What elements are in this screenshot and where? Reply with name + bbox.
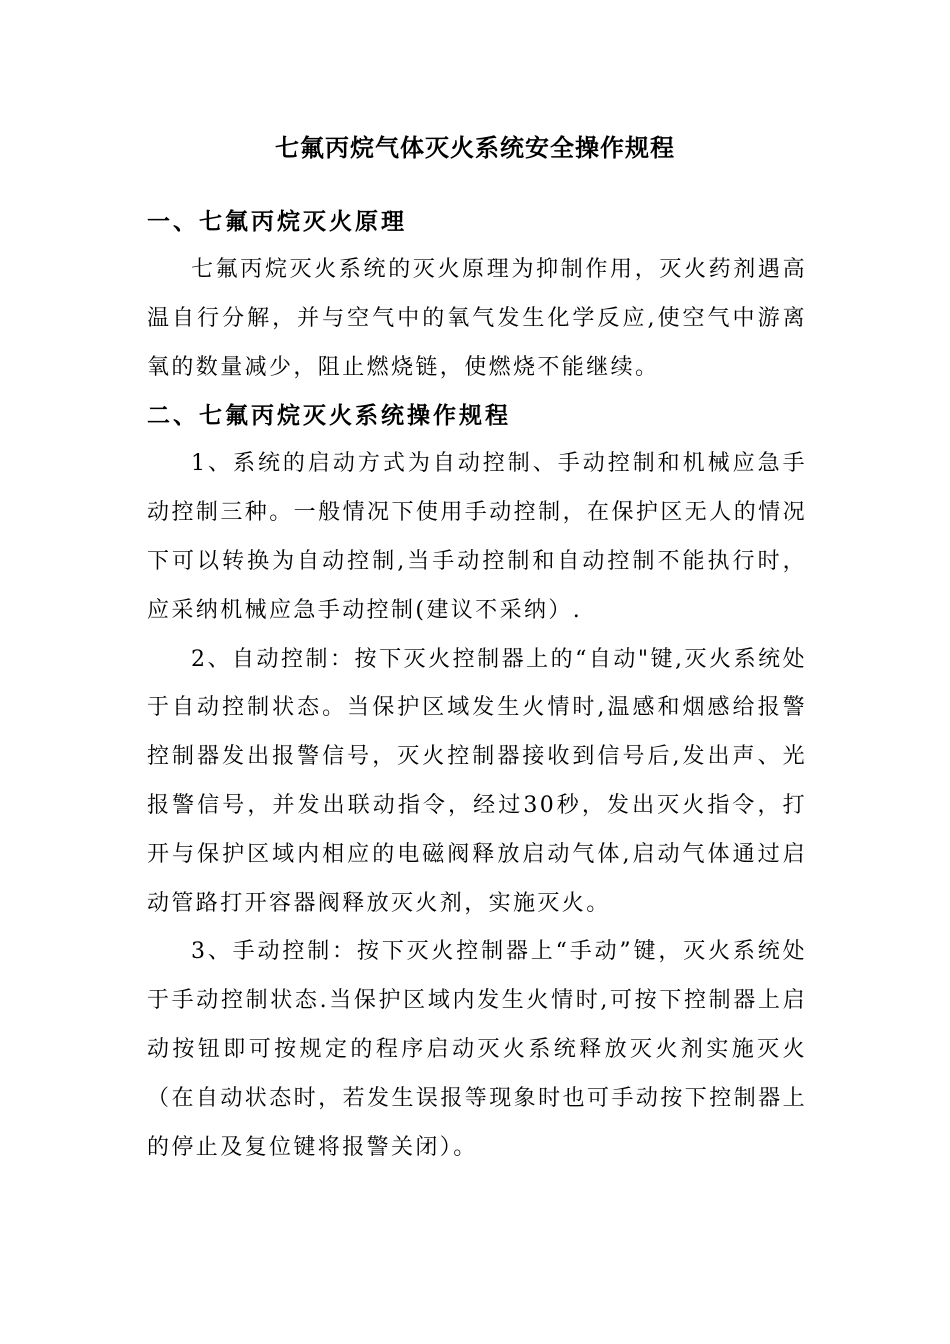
section-heading-procedure: 二、七氟丙烷灭火系统操作规程 <box>147 402 511 430</box>
paragraph-auto-control: 2、自动控制：按下灭火控制器上的“自动"键,灭火系统处于自动控制状态。当保护区域发生火情时,温感和烟感给报警控制器发出报警信号，灭火控制器接收到信号后,发出声、光报警信号，并发出联动指令，经过30秒，发出灭火指令，打开与保护区域内相应的电磁阀释放启动气体,启动气体通过启动管路打开容器阀释放灭火剂，实施灭火。 <box>147 646 807 916</box>
section-heading-principle: 一、七氟丙烷灭火原理 <box>147 208 407 235</box>
paragraph-manual-control: 3、手动控制：按下灭火控制器上“手动”键，灭火系统处于手动控制状态.当保护区域内发生火情时,可按下控制器上启动按钮即可按规定的程序启动灭火系统释放灭火剂实施灭火（在自动状态时，若发生误报等现象时也可手动按下控制器上的停止及复位键将报警关闭）。 <box>147 939 807 1160</box>
document-body <box>147 198 807 1172</box>
paragraph-start-modes: 1、系统的启动方式为自动控制、手动控制和机械应急手动控制三种。一般情况下使用手动控制，在保护区无人的情况下可以转换为自动控制,当手动控制和自动控制不能执行时，应采纳机械应急手动控制(建议不采纳）. <box>147 451 807 623</box>
paragraph-principle: 七氟丙烷灭火系统的灭火原理为抑制作用，灭火药剂遇高温自行分解，并与空气中的氧气发生化学反应,使空气中游离氧的数量减少，阻止燃烧链，使燃烧不能继续。 <box>147 257 807 380</box>
document-title: 七氟丙烷气体灭火系统安全操作规程 <box>275 133 675 162</box>
